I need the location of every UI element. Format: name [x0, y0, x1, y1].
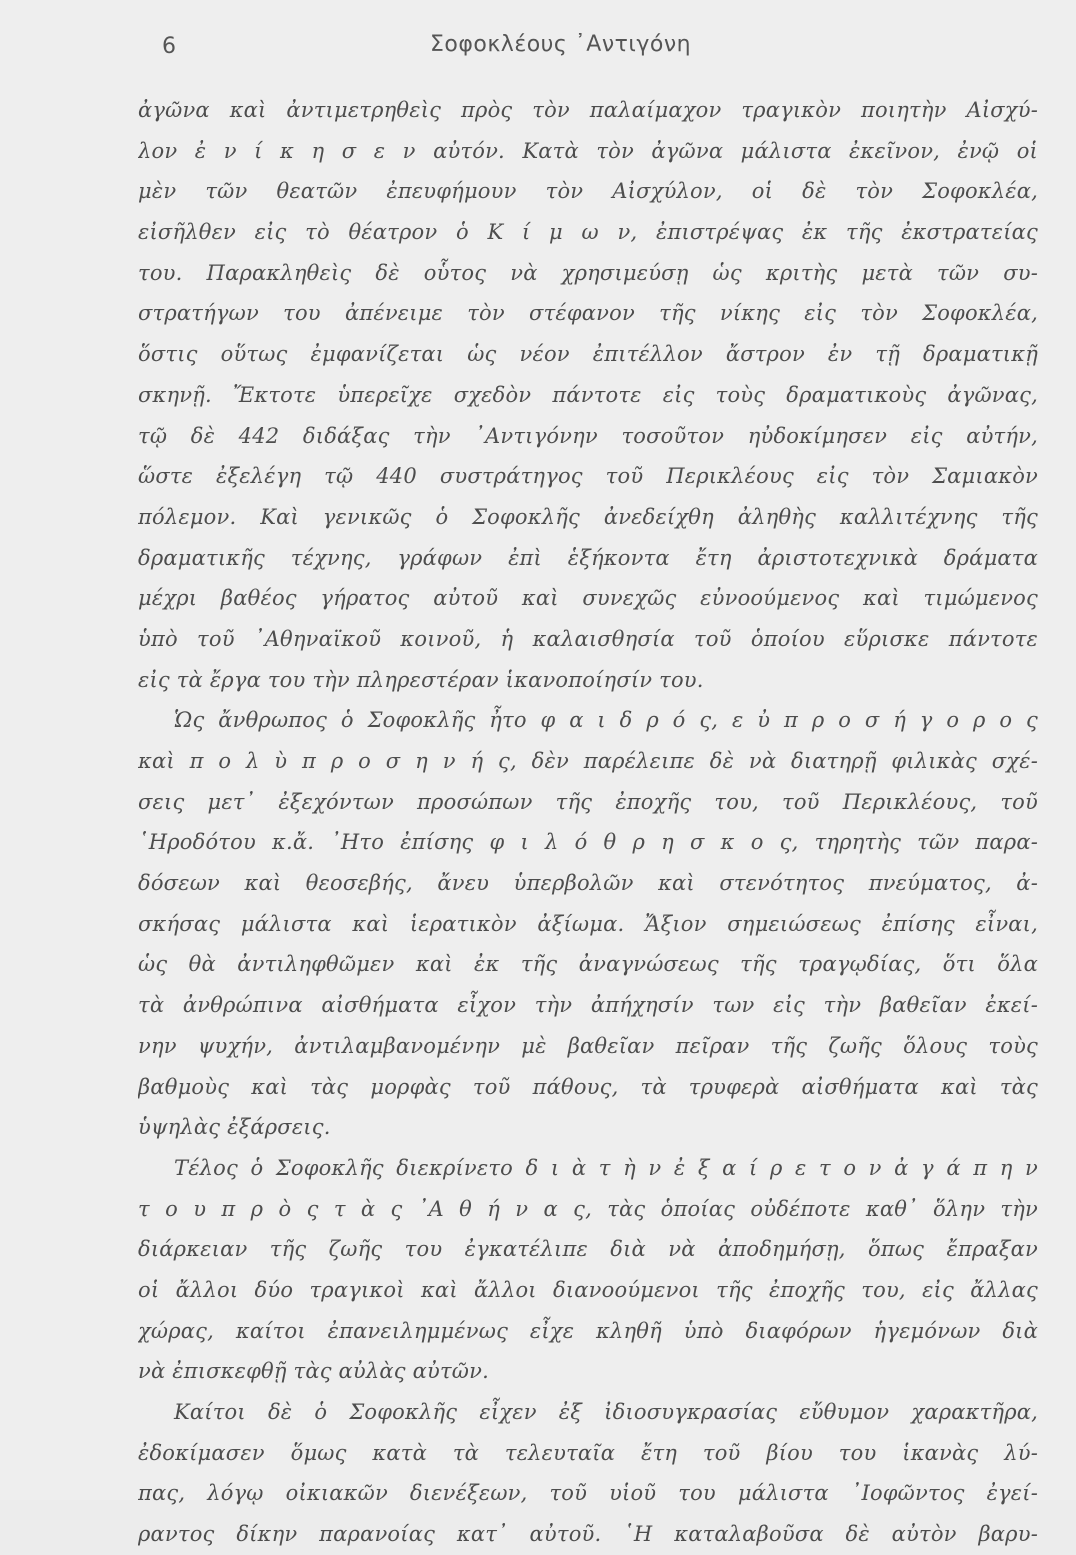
text-line: ἀγῶνα καὶ ἀντιμετρηθεὶς πρὸς τὸν παλαίμαχον τραγικὸν ποιητὴν Αἰσχύ- — [138, 98, 1038, 122]
page-number: 6 — [162, 34, 176, 59]
text-line: μέχρι βαθέος γήρατος αὐτοῦ καὶ συνεχῶς εὐνοούμενος καὶ τιμώμενος — [138, 586, 1038, 611]
text-line-paragraph-end: νὰ ἐπισκεφθῇ τὰς αὐλὰς αὐτῶν. — [138, 1359, 489, 1384]
text-line: λον ἐ ν ί κ η σ ε ν αὐτόν. Κατὰ τὸν ἀγῶνα μάλιστα ἐκεῖνον, ἐνῷ οἱ — [138, 138, 1038, 163]
text-line-paragraph-start: Καίτοι δὲ ὁ Σοφοκλῆς εἶχεν ἐξ ἰδιοσυγκρασίας εὔθυμον χαρακτῆρα, — [174, 1400, 1038, 1424]
text-line: σκήσας μάλιστα καὶ ἱερατικὸν ἀξίωμα. Ἄξιον σημειώσεως ἐπίσης εἶναι, — [138, 911, 1038, 936]
text-line: τ ο υ π ρ ὸ ς τ ὰ ς ᾽Α θ ή ν α ς, τὰς ὁποίας οὐδέποτε καθ᾽ ὅλην τὴν — [138, 1196, 1038, 1221]
text-line: τῷ δὲ 442 διδάξας τὴν ᾽Αντιγόνην τοσοῦτον ηὐδοκίμησεν εἰς αὐτήν, — [138, 423, 1038, 448]
text-line: σκηνῇ. Ἔκτοτε ὑπερεῖχε σχεδὸν πάντοτε εἰς τοὺς δραματικοὺς ἀγῶνας, — [138, 382, 1038, 407]
text-line: δόσεων καὶ θεοσεβής, ἄνευ ὑπερβολῶν καὶ στενότητος πνεύματος, ἀ- — [138, 871, 1038, 896]
text-line: τὰ ἀνθρώπινα αἰσθήματα εἶχον τὴν ἀπήχησίν των εἰς τὴν βαθεῖαν ἐκεί- — [138, 993, 1038, 1018]
text-line: σεις μετ᾽ ἐξεχόντων προσώπων τῆς ἐποχῆς του, τοῦ Περικλέους, τοῦ — [138, 789, 1038, 814]
text-line-paragraph-end: εἰς τὰ ἔργα του τὴν πληρεστέραν ἱκανοποίησίν του. — [138, 667, 704, 692]
page-header — [0, 30, 1076, 70]
text-line: διάρκειαν τῆς ζωῆς του ἐγκατέλιπε διὰ νὰ ἀποδημήσῃ, ὅπως ἔπραξαν — [138, 1237, 1038, 1262]
text-line: ὑπὸ τοῦ ᾽Αθηναϊκοῦ κοινοῦ, ἡ καλαισθησία τοῦ ὁποίου εὕρισκε πάντοτε — [138, 626, 1038, 651]
text-line: στρατήγων του ἀπένειμε τὸν στέφανον τῆς νίκης εἰς τὸν Σοφοκλέα, — [138, 301, 1038, 326]
text-line: μὲν τῶν θεατῶν ἐπευφήμουν τὸν Αἰσχύλον, οἱ δὲ τὸν Σοφοκλέα, — [138, 179, 1038, 204]
text-line: καὶ π ο λ ὺ π ρ ο σ η ν ή ς, δὲν παρέλειπε δὲ νὰ διατηρῇ φιλικὰς σχέ- — [138, 749, 1038, 773]
text-line: ἐδοκίμασεν ὅμως κατὰ τὰ τελευταῖα ἔτη τοῦ βίου του ἱκανὰς λύ- — [138, 1440, 1038, 1465]
text-line: ὅστις οὕτως ἐμφανίζεται ὡς νέον ἐπιτέλλον ἄστρον ἐν τῇ δραματικῇ — [138, 342, 1038, 367]
text-line: πας, λόγῳ οἰκιακῶν διενέξεων, τοῦ υἱοῦ του μάλιστα ᾽Ιοφῶντος ἐγεί- — [138, 1481, 1038, 1506]
running-title: Σοφοκλέους ᾽Αντιγόνη — [430, 32, 692, 57]
text-line-paragraph-start: Τέλος ὁ Σοφοκλῆς διεκρίνετο δ ι ὰ τ ὴ ν ἐ ξ α ί ρ ε τ ο ν ἀ γ ά π η ν — [174, 1155, 1038, 1180]
text-line: πόλεμον. Καὶ γενικῶς ὁ Σοφοκλῆς ἀνεδείχθη ἀληθὴς καλλιτέχνης τῆς — [138, 504, 1038, 529]
text-line: του. Παρακληθεὶς δὲ οὗτος νὰ χρησιμεύσῃ ὡς κριτὴς μετὰ τῶν συ- — [138, 260, 1038, 285]
text-line: ῾Ηροδότου κ.ἄ. ᾽Ητο ἐπίσης φ ι λ ό θ ρ η σ κ ο ς, τηρητὴς τῶν παρα- — [138, 830, 1038, 855]
text-line-paragraph-start: Ὡς ἄνθρωπος ὁ Σοφοκλῆς ἦτο φ α ι δ ρ ό ς, ε ὐ π ρ ο σ ή γ ο ρ ο ς — [174, 708, 1038, 733]
text-line: εἰσῆλθεν εἰς τὸ θέατρον ὁ Κ ί μ ω ν, ἐπιστρέψας ἐκ τῆς ἐκστρατείας — [138, 220, 1038, 245]
text-line: ὡς θὰ ἀντιληφθῶμεν καὶ ἐκ τῆς ἀναγνώσεως τῆς τραγῳδίας, ὅτι ὅλα — [138, 952, 1038, 977]
text-line: χώρας, καίτοι ἐπανειλημμένως εἶχε κληθῆ ὑπὸ διαφόρων ἡγεμόνων διὰ — [138, 1318, 1038, 1343]
text-line-paragraph-end: ὑψηλὰς ἐξάρσεις. — [138, 1115, 331, 1140]
text-line: οἱ ἄλλοι δύο τραγικοὶ καὶ ἄλλοι διανοούμενοι τῆς ἐποχῆς του, εἰς ἄλλας — [138, 1277, 1038, 1302]
text-line: βαθμοὺς καὶ τὰς μορφὰς τοῦ πάθους, τὰ τρυφερὰ αἰσθήματα καὶ τὰς — [138, 1074, 1038, 1099]
text-line: ραντος δίκην παρανοίας κατ᾽ αὐτοῦ. ῾Η καταλαβοῦσα δὲ αὐτὸν βαρυ- — [138, 1522, 1038, 1547]
text-line: νην ψυχήν, ἀντιλαμβανομένην μὲ βαθεῖαν πεῖραν τῆς ζωῆς ὅλους τοὺς — [138, 1033, 1038, 1058]
body-text — [138, 90, 1038, 1555]
text-line: ὥστε ἐξελέγη τῷ 440 συστράτηγος τοῦ Περικλέους εἰς τὸν Σαμιακὸν — [138, 464, 1038, 489]
text-line: δραματικῆς τέχνης, γράφων ἐπὶ ἑξήκοντα ἔτη ἀριστοτεχνικὰ δράματα — [138, 545, 1038, 570]
